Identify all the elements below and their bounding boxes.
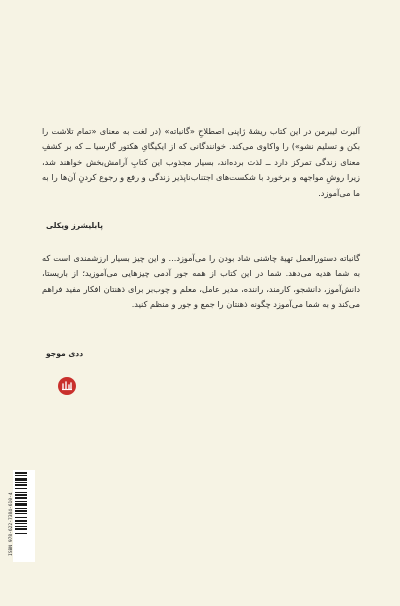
barcode: [13, 470, 35, 562]
isbn-number: ISBN 978-622-7384-610-4: [9, 492, 14, 556]
blurb-author-1: پابلیشرز ویکلی: [46, 221, 103, 230]
blurb-paragraph-2: گانباته دستورالعمل تهیهٔ چاشنی شاد بودن را می‌آموزد... و این چیز بسیار ارزشمندی است که به شما هدیه می‌دهد. شما در این کتاب از همه جور آدمی چیزهایی می‌آموزید؛ از باریستا، دانش‌آموز، دانشجو، کارمند، راننده، مدیر عامل، معلم و چوب‌بر برای ذهنتان افکار مفید فراهم می‌کند و به شما می‌آموزد چگونه ذهنتان را جمع و جور و منظم کنید.: [42, 253, 360, 310]
blurb-paragraph-1: آلبرت لیبرمن در این کتاب ریشهٔ ژاپنی اصطلاحِ «گانباته» (در لغت به معنای «تمام تلاشت را بکن و تسلیم نشو») را واکاوی می‌کند. خوانندگانی که از ایکیگایِ هکتور گارسیا ــ که بر کشفِ معنای زندگی تمرکز دارد ــ لذت برده‌اند، بسیار مجذوب این کتابِ آرامش‌بخش خواهند شد، زیرا روشِ مواجهه و برخورد با شکست‌های اجتناب‌ناپذیر زندگی و رفع و رجوع کردنِ آن‌ها را به ما می‌آموزد.: [42, 126, 360, 198]
barcode-icon: [15, 472, 27, 552]
blurb-author-2: ددی موجو: [46, 349, 84, 358]
publisher-logo-icon: [58, 377, 76, 395]
